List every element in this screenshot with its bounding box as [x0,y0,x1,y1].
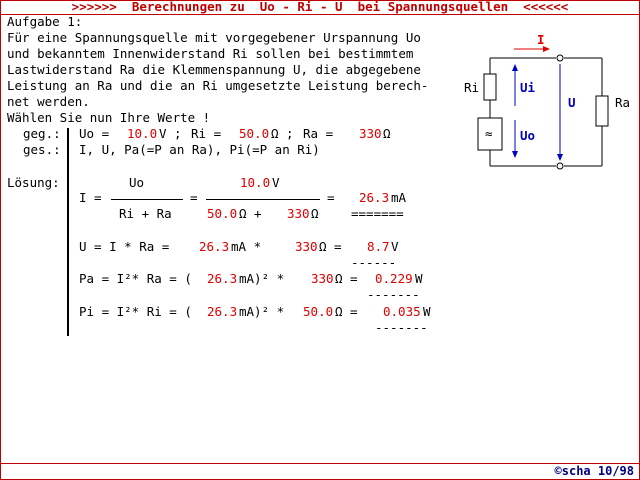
task-line-1: Für eine Spannungsquelle mit vorgegebener Urspannung Uo [7,30,421,45]
current-fraction-bar-1 [111,199,183,200]
given-ra-label: Ra = [303,126,334,141]
current-den-symbol: Ri + Ra [119,206,172,221]
pa-result: 0.229 [375,271,413,286]
given-ra-value[interactable]: 330 [359,126,382,141]
task-heading: Aufgabe 1: [7,14,83,29]
pi-ri: 50.0 [303,304,334,319]
given-ri-unit: Ω ; [271,126,294,141]
task-line-4: Leistung an Ra und die an Ri umgesetzte Leistung berech- [7,78,429,93]
current-num-unit: V [272,175,280,190]
circuit-ra-label: Ra [615,95,631,110]
current-result: 26.3 [359,190,390,205]
voltage-result: 8.7 [367,239,390,254]
pi-mid: mA)² * [239,304,285,319]
pi-i: 26.3 [207,304,238,319]
voltage-lhs: U = I * Ra = [79,239,170,254]
current-den-ra: 330 [287,206,310,221]
footer-divider [0,463,640,464]
pa-mid: mA)² * [239,271,285,286]
given-ri-label: Ri = [191,126,222,141]
terminal-bottom [557,163,563,169]
given-uo-value[interactable]: 10.0 [127,126,158,141]
copyright-footer: ©scha 10/98 [554,464,634,478]
sought-label: ges.: [23,142,61,157]
ra-resistor [596,96,608,126]
given-ra-unit: Ω [383,126,391,141]
task-line-2: und bekanntem Innenwiderstand Ri sollen bei bestimmtem [7,46,414,61]
pa-i: 26.3 [207,271,238,286]
uo-arrowhead [512,151,518,158]
pi-result-unit: W [423,304,431,319]
task-line-5: net werden. [7,94,90,109]
task-line-6: Wählen Sie nun Ihre Werte ! [7,110,211,125]
current-den-mid: Ω + [239,206,262,221]
pi-unit: Ω = [335,304,358,319]
current-num-symbol: Uo [129,175,145,190]
circuit-uo-label: Uo [520,128,536,143]
voltage-unit: Ω = [319,239,342,254]
title-divider [0,14,640,15]
circuit-current-label: I [537,32,545,47]
source-symbol: ≈ [485,126,493,141]
pa-underline: ------- [367,287,420,302]
given-uo-unit: V ; [159,126,182,141]
u-arrowhead [557,154,563,161]
current-result-unit: mA [391,190,407,205]
current-eq-1: = [190,190,198,205]
ri-resistor [484,74,496,100]
pa-result-unit: W [415,271,423,286]
ui-arrowhead [512,64,518,71]
given-ri-value[interactable]: 50.0 [239,126,270,141]
circuit-u-label: U [568,95,576,110]
given-label: geg.: [23,126,61,141]
sought-text: I, U, Pa(=P an Ra), Pi(=P an Ri) [79,142,320,157]
pi-lhs: Pi = I²* Ri = ( [79,304,192,319]
circuit-ri-label: Ri [464,80,480,95]
current-lhs: I = [79,190,102,205]
voltage-result-unit: V [391,239,399,254]
current-eq-2: = [327,190,335,205]
voltage-i: 26.3 [199,239,230,254]
voltage-mid: mA * [231,239,262,254]
circuit-ui-label: Ui [520,80,536,95]
pa-lhs: Pa = I²* Ra = ( [79,271,192,286]
current-den-unit: Ω [311,206,319,221]
given-uo-label: Uo = [79,126,110,141]
pa-ra: 330 [311,271,334,286]
pa-unit: Ω = [335,271,358,286]
pi-underline: ------- [375,320,428,335]
solution-bracket [67,128,69,336]
pi-result: 0.035 [383,304,421,319]
solution-label: Lösung: [7,175,60,190]
task-line-3: Lastwiderstand Ra die Klemmenspannung U, die abgegebene [7,62,421,77]
current-den-ri: 50.0 [207,206,238,221]
current-fraction-bar-2 [206,199,320,200]
page-title: >>>>>> Berechnungen zu Uo - Ri - U bei Spannungsquellen <<<<<< [71,0,569,14]
terminal-top [557,55,563,61]
voltage-ra: 330 [295,239,318,254]
voltage-underline: ------ [351,255,397,270]
current-underline: ======= [351,206,404,221]
current-num-value: 10.0 [240,175,271,190]
